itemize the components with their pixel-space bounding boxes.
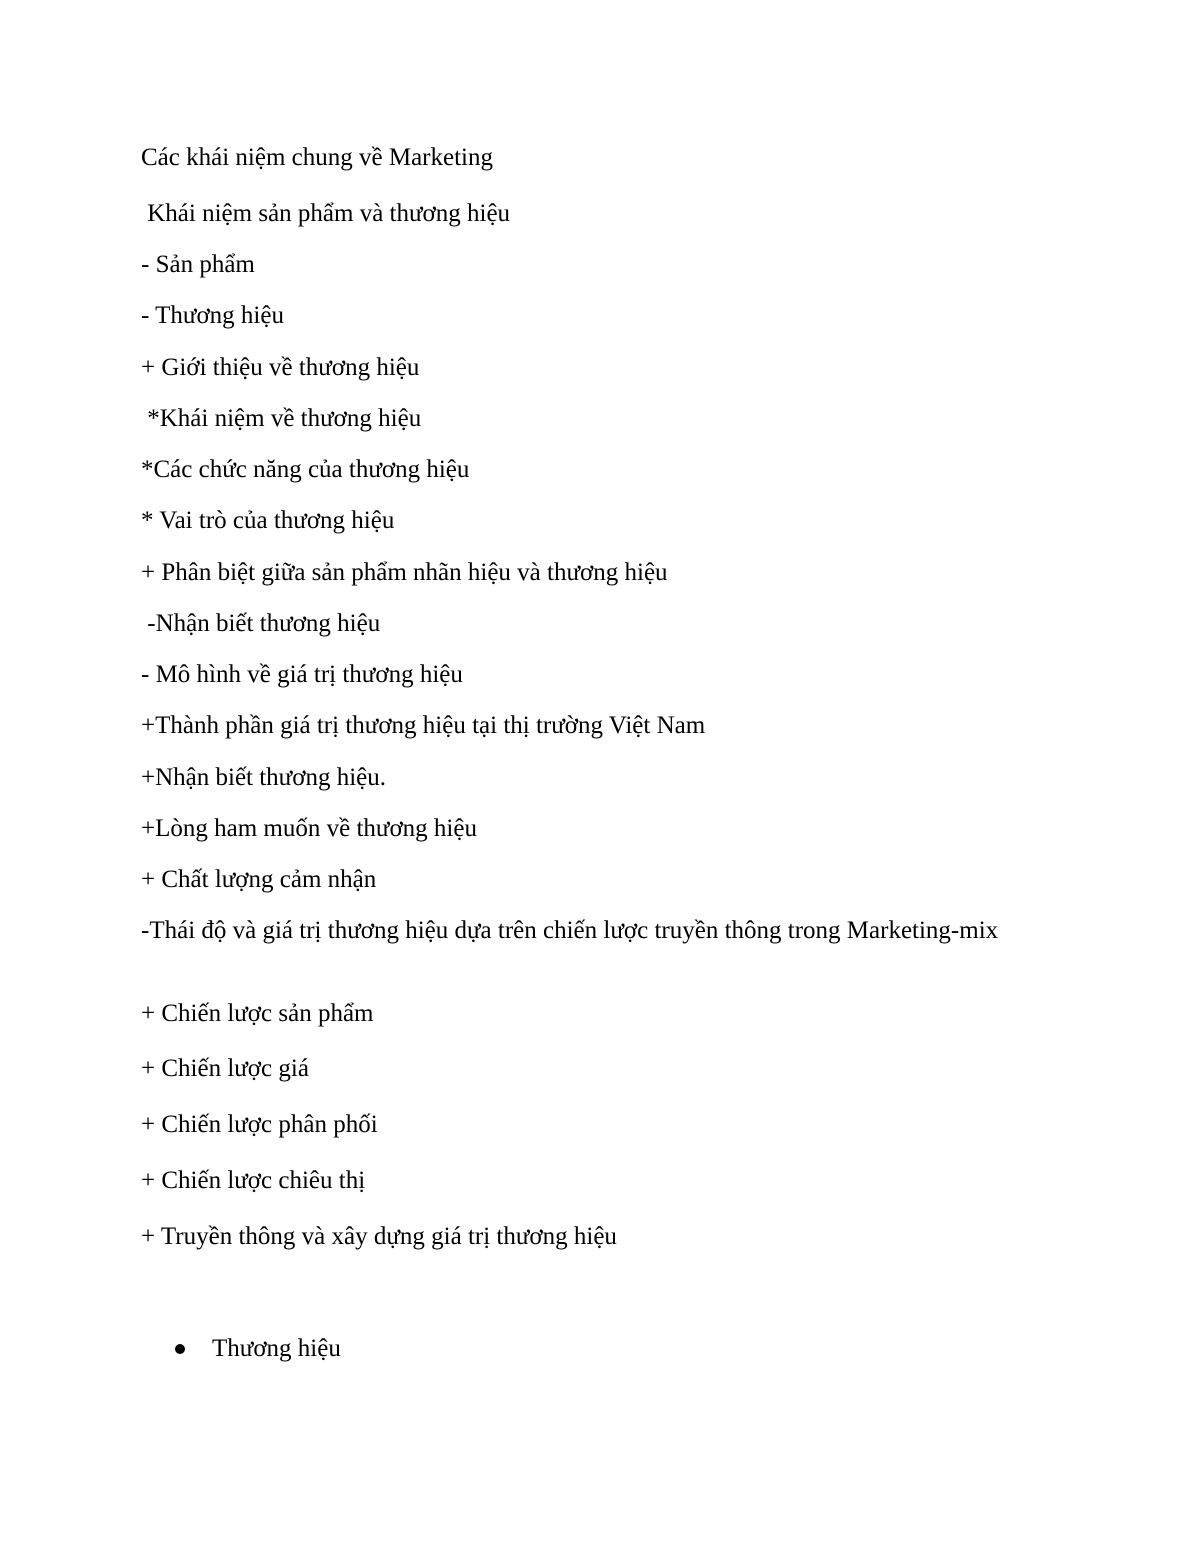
- bullet-icon: [175, 1344, 185, 1354]
- outline-item: *Khái niệm về thương hiệu: [141, 405, 422, 432]
- outline-item: +Thành phần giá trị thương hiệu tại thị trường Việt Nam: [141, 712, 706, 739]
- outline-item: * Vai trò của thương hiệu: [141, 507, 395, 534]
- outline-item: - Mô hình về giá trị thương hiệu: [141, 661, 463, 688]
- outline-item: + Phân biệt giữa sản phẩm nhãn hiệu và thương hiệu: [141, 559, 668, 586]
- outline-item: -Nhận biết thương hiệu: [141, 610, 381, 637]
- document-title: Các khái niệm chung về Marketing: [141, 144, 493, 171]
- outline-item: + Chiến lược phân phối: [141, 1111, 378, 1138]
- outline-item: + Chiến lược giá: [141, 1055, 309, 1082]
- outline-item: + Chiến lược chiêu thị: [141, 1167, 366, 1194]
- outline-item: -Thái độ và giá trị thương hiệu dựa trên chiến lược truyền thông trong Marketing-mix: [141, 917, 999, 944]
- outline-item: - Thương hiệu: [141, 302, 284, 329]
- outline-item: + Chất lượng cảm nhận: [141, 866, 377, 893]
- outline-item: + Chiến lược sản phẩm: [141, 1000, 374, 1027]
- outline-item: +Nhận biết thương hiệu.: [141, 764, 386, 791]
- section-heading: Khái niệm sản phẩm và thương hiệu: [141, 200, 511, 227]
- outline-item: + Giới thiệu về thương hiệu: [141, 354, 420, 381]
- outline-item: *Các chức năng của thương hiệu: [141, 456, 470, 483]
- outline-item: + Truyền thông và xây dựng giá trị thương hiệu: [141, 1223, 617, 1250]
- outline-item: - Sản phẩm: [141, 251, 255, 278]
- bullet-list-item: Thương hiệu: [212, 1335, 341, 1362]
- outline-item: +Lòng ham muốn về thương hiệu: [141, 815, 477, 842]
